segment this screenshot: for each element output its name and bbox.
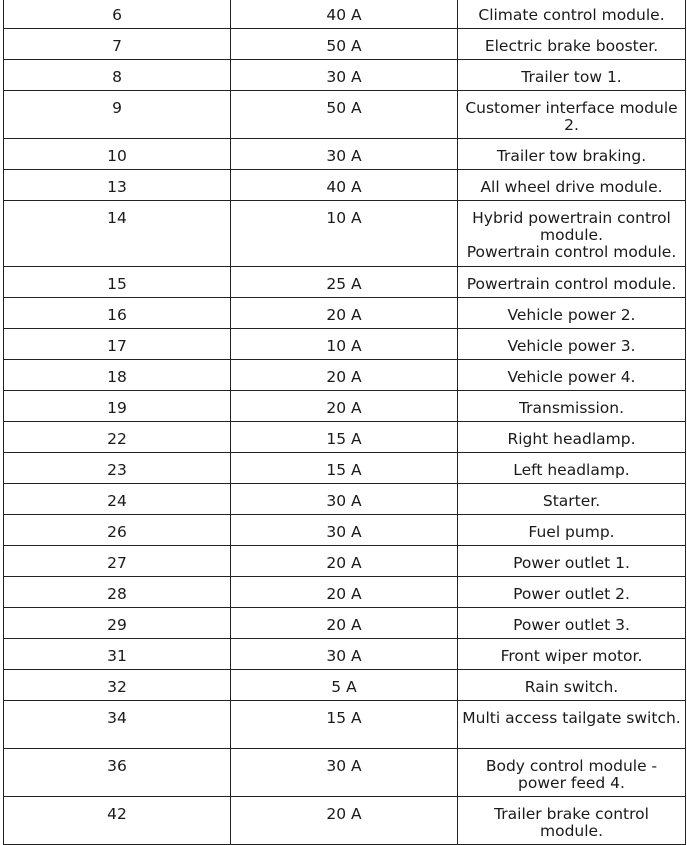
fuse-table [3, 0, 686, 845]
fuse-rating-cell: 20 A [231, 546, 458, 577]
fuse-rating-cell: 20 A [231, 797, 458, 845]
protected-circuit-text: Power outlet 3. [513, 616, 630, 634]
table-row [4, 29, 686, 60]
fuse-table-body [4, 0, 686, 845]
protected-circuit-text: Climate control module. [478, 6, 665, 24]
fuse-number-cell: 26 [4, 515, 231, 546]
protected-circuit-cell [458, 360, 686, 391]
protected-circuit-cell [458, 701, 686, 749]
fuse-number-cell: 22 [4, 422, 231, 453]
fuse-rating-cell: 15 A [231, 453, 458, 484]
protected-circuit-text: Electric brake booster. [484, 37, 659, 55]
protected-circuit-cell [458, 515, 686, 546]
protected-circuit-cell [458, 484, 686, 515]
fuse-rating-cell: 20 A [231, 391, 458, 422]
table-row [4, 329, 686, 360]
table-row [4, 639, 686, 670]
fuse-rating-cell: 40 A [231, 0, 458, 29]
protected-circuit-cell [458, 91, 686, 139]
table-row [4, 91, 686, 139]
table-row [4, 453, 686, 484]
protected-circuit-cell [458, 608, 686, 639]
protected-circuit-cell [458, 453, 686, 484]
protected-circuit-cell [458, 0, 686, 29]
protected-circuit-cell [458, 201, 686, 267]
fuse-number-cell: 36 [4, 749, 231, 797]
fuse-number-cell: 31 [4, 639, 231, 670]
protected-circuit-text: Starter. [542, 492, 601, 510]
protected-circuit-text: Right headlamp. [507, 430, 636, 448]
fuse-number-cell: 13 [4, 170, 231, 201]
protected-circuit-text: Trailer tow 1. [521, 68, 622, 86]
table-row [4, 391, 686, 422]
protected-circuit-cell [458, 422, 686, 453]
fuse-number-cell: 18 [4, 360, 231, 391]
fuse-rating-cell: 25 A [231, 267, 458, 298]
fuse-rating-cell: 5 A [231, 670, 458, 701]
protected-circuit-cell [458, 391, 686, 422]
fuse-rating-cell: 10 A [231, 329, 458, 360]
protected-circuit-text: Customer interface module 2. [465, 99, 678, 134]
protected-circuit-text: Transmission. [518, 399, 625, 417]
fuse-number-cell: 15 [4, 267, 231, 298]
table-row [4, 515, 686, 546]
protected-circuit-text: Multi access tailgate switch. [462, 709, 681, 727]
table-row [4, 267, 686, 298]
table-row [4, 546, 686, 577]
table-row [4, 422, 686, 453]
table-row [4, 298, 686, 329]
fuse-number-cell: 9 [4, 91, 231, 139]
table-row [4, 139, 686, 170]
fuse-number-cell: 10 [4, 139, 231, 170]
table-row [4, 60, 686, 91]
protected-circuit-cell [458, 670, 686, 701]
fuse-number-cell: 16 [4, 298, 231, 329]
fuse-rating-cell: 20 A [231, 577, 458, 608]
fuse-number-cell: 27 [4, 546, 231, 577]
table-row [4, 577, 686, 608]
protected-circuit-text: All wheel drive module. [480, 178, 663, 196]
fuse-number-cell: 34 [4, 701, 231, 749]
protected-circuit-text: Left headlamp. [513, 461, 630, 479]
protected-circuit-text: Front wiper motor. [500, 647, 643, 665]
protected-circuit-text: Powertrain control module. [466, 243, 677, 261]
fuse-rating-cell: 20 A [231, 298, 458, 329]
fuse-rating-cell: 40 A [231, 170, 458, 201]
fuse-rating-cell: 15 A [231, 701, 458, 749]
protected-circuit-cell [458, 139, 686, 170]
protected-circuit-cell [458, 329, 686, 360]
fuse-rating-cell: 30 A [231, 484, 458, 515]
protected-circuit-text: Power outlet 2. [513, 585, 630, 603]
table-row [4, 484, 686, 515]
table-row [4, 201, 686, 267]
fuse-number-cell: 24 [4, 484, 231, 515]
protected-circuit-cell [458, 29, 686, 60]
protected-circuit-cell [458, 60, 686, 91]
fuse-number-cell: 8 [4, 60, 231, 91]
protected-circuit-cell [458, 749, 686, 797]
fuse-number-cell: 7 [4, 29, 231, 60]
protected-circuit-cell [458, 797, 686, 845]
fuse-number-cell: 32 [4, 670, 231, 701]
protected-circuit-text: Body control module - power feed 4. [485, 757, 658, 792]
fuse-number-cell: 42 [4, 797, 231, 845]
protected-circuit-text: Trailer tow braking. [496, 147, 647, 165]
table-row [4, 0, 686, 29]
fuse-rating-cell: 20 A [231, 360, 458, 391]
protected-circuit-cell [458, 546, 686, 577]
fuse-rating-cell: 20 A [231, 608, 458, 639]
protected-circuit-text: Vehicle power 4. [507, 368, 636, 386]
fuse-rating-cell: 30 A [231, 639, 458, 670]
fuse-rating-cell: 30 A [231, 60, 458, 91]
protected-circuit-cell [458, 639, 686, 670]
fuse-rating-cell: 15 A [231, 422, 458, 453]
protected-circuit-text: Powertrain control module. [466, 275, 677, 293]
fuse-rating-cell: 30 A [231, 515, 458, 546]
table-row [4, 701, 686, 749]
fuse-rating-cell: 50 A [231, 29, 458, 60]
fuse-rating-cell: 30 A [231, 749, 458, 797]
fuse-rating-cell: 10 A [231, 201, 458, 267]
protected-circuit-text: Rain switch. [524, 678, 619, 696]
fuse-number-cell: 6 [4, 0, 231, 29]
fuse-number-cell: 28 [4, 577, 231, 608]
table-row [4, 797, 686, 845]
fuse-number-cell: 23 [4, 453, 231, 484]
fuse-number-cell: 14 [4, 201, 231, 267]
protected-circuit-text: Vehicle power 3. [507, 337, 636, 355]
protected-circuit-cell [458, 577, 686, 608]
protected-circuit-cell [458, 298, 686, 329]
table-row [4, 608, 686, 639]
table-row [4, 360, 686, 391]
fuse-rating-cell: 30 A [231, 139, 458, 170]
fuse-number-cell: 19 [4, 391, 231, 422]
protected-circuit-text: Vehicle power 2. [507, 306, 636, 324]
table-row [4, 670, 686, 701]
protected-circuit-text: Fuel pump. [528, 523, 615, 541]
protected-circuit-text: Hybrid powertrain control module. [472, 209, 671, 244]
fuse-number-cell: 17 [4, 329, 231, 360]
table-row [4, 749, 686, 797]
table-row [4, 170, 686, 201]
fuse-number-cell: 29 [4, 608, 231, 639]
protected-circuit-text: Power outlet 1. [513, 554, 630, 572]
fuse-rating-cell: 50 A [231, 91, 458, 139]
protected-circuit-text: Trailer brake control module. [494, 805, 649, 840]
protected-circuit-cell [458, 267, 686, 298]
protected-circuit-cell [458, 170, 686, 201]
